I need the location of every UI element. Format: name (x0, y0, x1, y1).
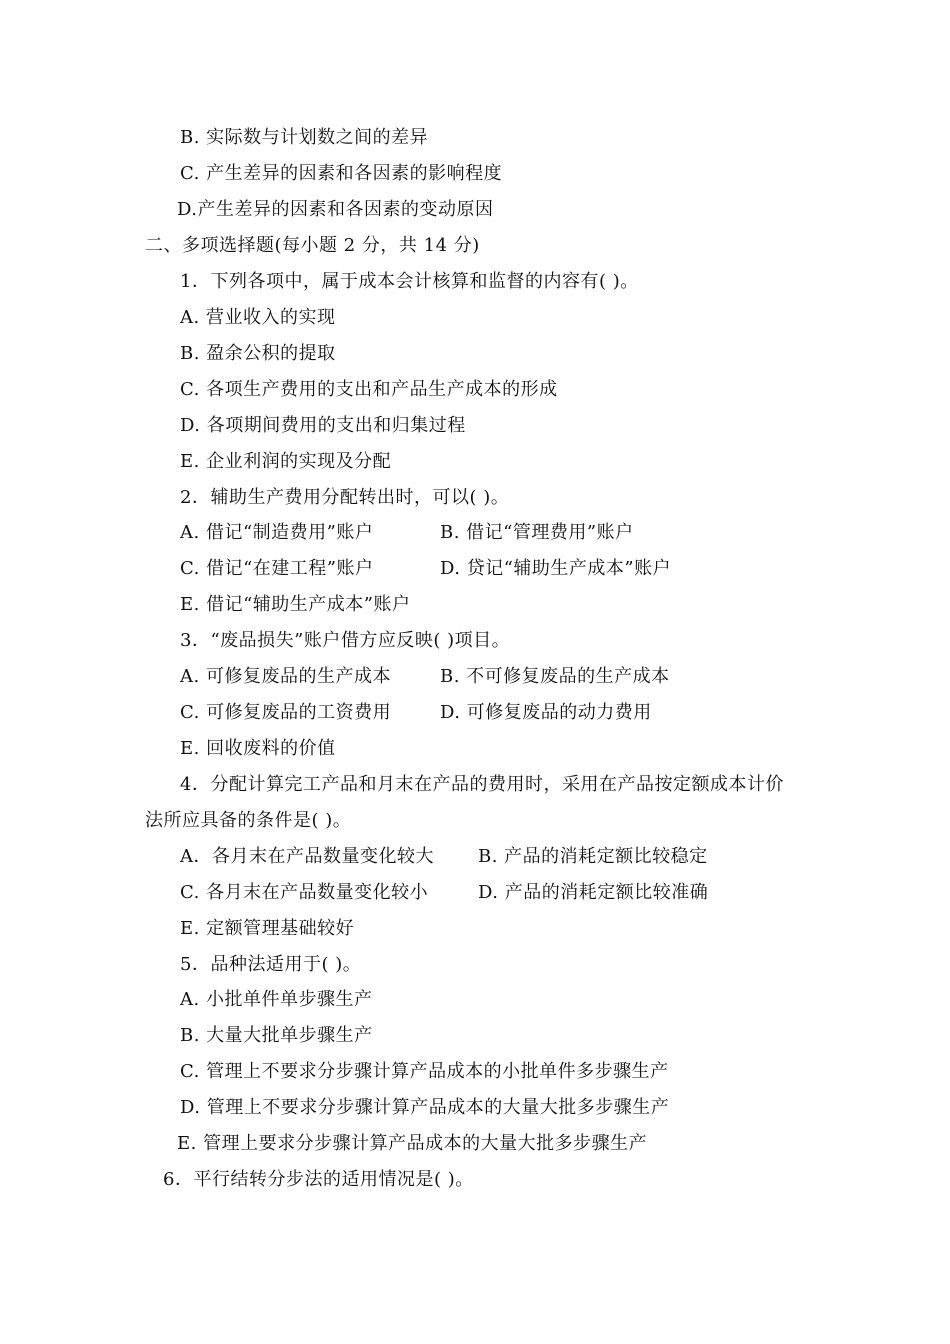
q1-option-d: D. 各项期间费用的支出和归集过程 (180, 415, 466, 436)
q3-option-d: D. 可修复废品的动力费用 (440, 702, 652, 723)
question-2: 2．辅助生产费用分配转出时，可以( )。 (180, 487, 510, 508)
q1-option-a: A. 营业收入的实现 (180, 307, 336, 328)
q2-option-b: B. 借记“管理费用”账户 (440, 522, 634, 543)
q5-option-a: A. 小批单件单步骤生产 (180, 989, 373, 1010)
question-4: 4．分配计算完工产品和月末在产品的费用时，采用在产品按定额成本计价 (180, 774, 784, 795)
q3-option-e: E. 回收废料的价值 (180, 738, 336, 759)
question-4-continued: 法所应具备的条件是( )。 (145, 810, 352, 831)
q2-option-c: C. 借记“在建工程”账户 (180, 558, 374, 579)
question-5: 5．品种法适用于( )。 (180, 954, 362, 975)
question-6: 6．平行结转分步法的适用情况是( )。 (163, 1169, 474, 1190)
q3-option-c: C. 可修复废品的工资费用 (180, 702, 392, 723)
q1-option-b: B. 盈余公积的提取 (180, 343, 336, 364)
q4-option-d: D. 产品的消耗定额比较准确 (478, 882, 709, 903)
question-3: 3．“废品损失”账户借方应反映( )项目。 (180, 630, 511, 651)
q1-option-e: E. 企业利润的实现及分配 (180, 451, 392, 472)
option-d-q-prev: D.产生差异的因素和各因素的变动原因 (177, 199, 494, 220)
question-1: 1．下列各项中，属于成本会计核算和监督的内容有( )。 (180, 271, 639, 292)
q5-option-d: D. 管理上不要求分步骤计算产品成本的大量大批多步骤生产 (180, 1097, 670, 1118)
q4-option-b: B. 产品的消耗定额比较稳定 (478, 846, 708, 867)
option-c-q-prev: C. 产生差异的因素和各因素的影响程度 (180, 163, 503, 184)
q2-option-d: D. 贷记“辅助生产成本”账户 (440, 558, 672, 579)
q4-option-e: E. 定额管理基础较好 (180, 918, 355, 939)
q2-option-e: E. 借记“辅助生产成本”账户 (180, 594, 411, 615)
q4-option-a: A．各月末在产品数量变化较大 (180, 846, 434, 867)
q3-option-b: B. 不可修复废品的生产成本 (440, 666, 670, 687)
q3-option-a: A. 可修复废品的生产成本 (180, 666, 391, 687)
section-heading-multiple-choice: 二、多项选择题(每小题 2 分，共 14 分) (145, 235, 480, 256)
q1-option-c: C. 各项生产费用的支出和产品生产成本的形成 (180, 379, 558, 400)
q2-option-a: A. 借记“制造费用”账户 (180, 522, 374, 543)
option-b-q-prev: B. 实际数与计划数之间的差异 (180, 127, 429, 148)
q4-option-c: C. 各月末在产品数量变化较小 (180, 882, 429, 903)
q5-option-b: B. 大量大批单步骤生产 (180, 1025, 373, 1046)
q5-option-c: C. 管理上不要求分步骤计算产品成本的小批单件多步骤生产 (180, 1061, 669, 1082)
q5-option-e: E. 管理上要求分步骤计算产品成本的大量大批多步骤生产 (177, 1133, 648, 1154)
